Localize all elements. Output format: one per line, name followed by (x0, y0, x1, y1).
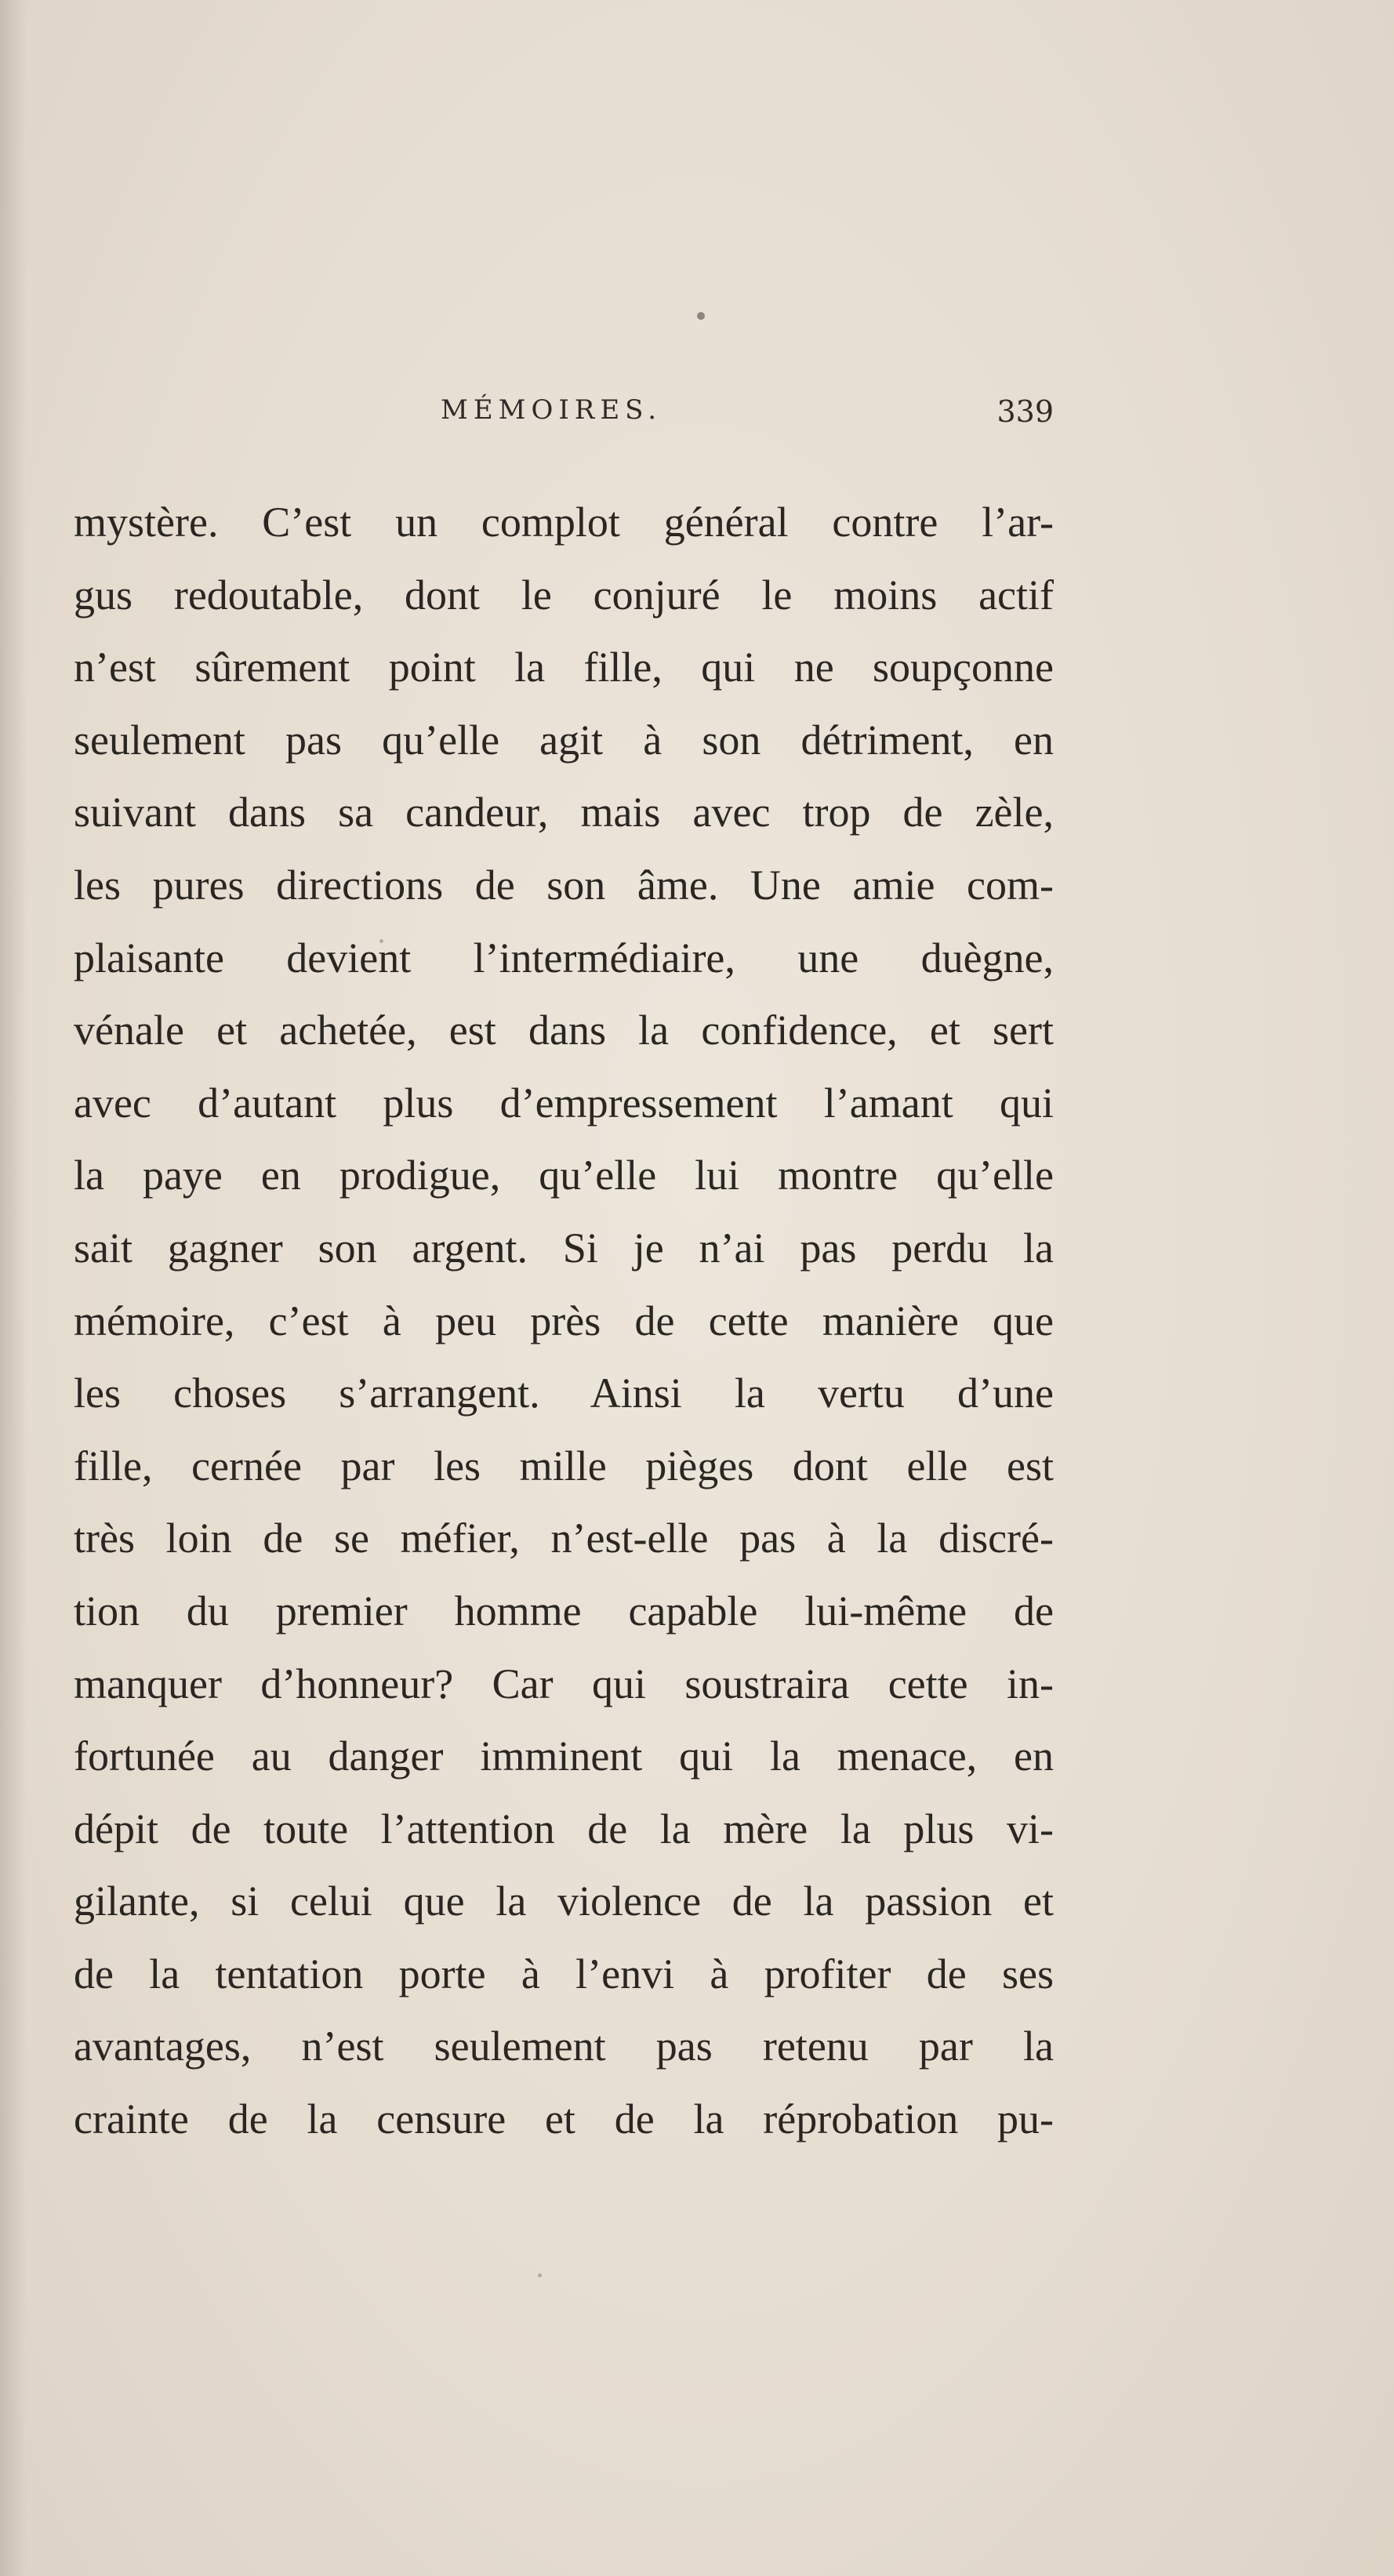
paper-speck (697, 312, 705, 320)
text-line: tion du premier homme capable lui-même de (74, 1587, 1054, 1634)
text-line: mystère. C’est un complot général contre l’ar- (74, 499, 1054, 546)
text-line: les pures directions de son âme. Une amie com- (74, 861, 1054, 909)
running-head (74, 394, 1054, 441)
text-line: la paye en prodigue, qu’elle lui montre qu’elle (74, 1152, 1054, 1199)
text-line: seulement pas qu’elle agit à son détriment, en (74, 716, 1054, 764)
body-text (74, 486, 1054, 2156)
text-line: très loin de se méfier, n’est-elle pas à la discré- (74, 1515, 1054, 1562)
text-line: fille, cernée par les mille pièges dont elle est (74, 1442, 1054, 1489)
text-line: suivant dans sa candeur, mais avec trop de zèle, (74, 789, 1054, 836)
text-line: sait gagner son argent. Si je n’ai pas perdu la (74, 1224, 1054, 1272)
text-line: fortunée au danger imminent qui la menace, en (74, 1732, 1054, 1780)
paper-speck (538, 2273, 542, 2277)
text-line: plaisante devient l’intermédiaire, une duègne, (74, 934, 1054, 981)
text-line: de la tentation porte à l’envi à profiter de ses (74, 1950, 1054, 1997)
text-line: avec d’autant plus d’empressement l’amant qui (74, 1079, 1054, 1127)
text-line: les choses s’arrangent. Ainsi la vertu d’une (74, 1370, 1054, 1417)
page-number: 339 (996, 394, 1054, 429)
text-line: dépit de toute l’attention de la mère la plus vi- (74, 1805, 1054, 1852)
text-line: vénale et achetée, est dans la confidence, et sert (74, 1007, 1054, 1054)
text-line: mémoire, c’est à peu près de cette manière que (74, 1297, 1054, 1344)
text-line: crainte de la censure et de la réprobation pu- (74, 2095, 1054, 2143)
page-gutter-shadow (0, 0, 27, 2576)
text-line: avantages, n’est seulement pas retenu par la (74, 2023, 1054, 2070)
text-line: gilante, si celui que la violence de la passion et (74, 1878, 1054, 1925)
text-line: manquer d’honneur? Car qui soustraira cette in- (74, 1660, 1054, 1707)
text-line: gus redoutable, dont le conjuré le moins actif (74, 571, 1054, 619)
running-head-title: MÉMOIRES. (441, 394, 663, 426)
text-line: n’est sûrement point la fille, qui ne soupçonne (74, 644, 1054, 691)
